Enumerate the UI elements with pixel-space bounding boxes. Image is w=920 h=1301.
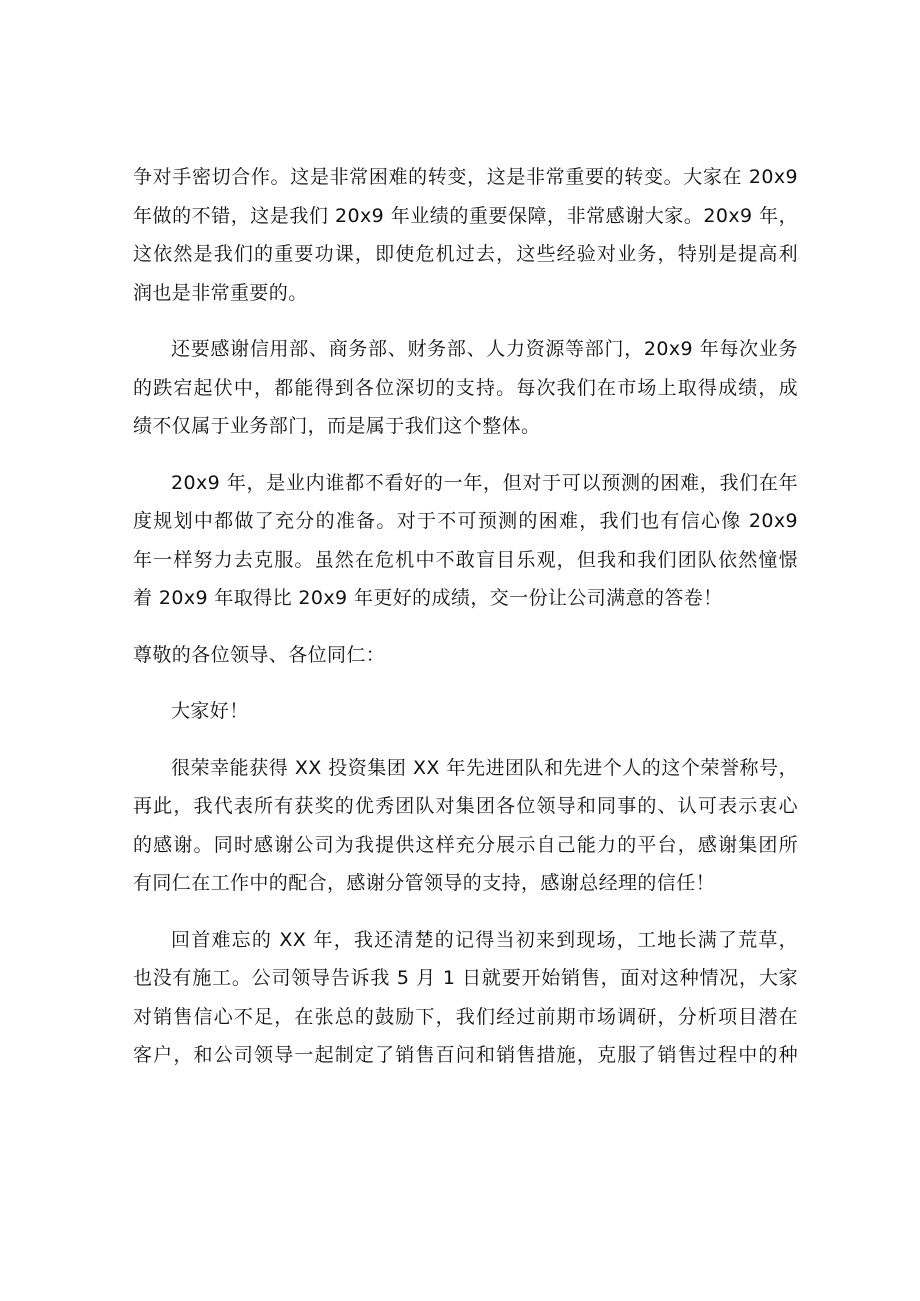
paragraph-line: 年做的不错，这是我们 20x9 年业绩的重要保障，非常感谢大家。20x9 年， xyxy=(133,204,798,227)
paragraph-line: 润也是非常重要的。 xyxy=(133,281,308,304)
paragraph-line: 很荣幸能获得 XX 投资集团 XX 年先进团队和先进个人的这个荣誉称号， xyxy=(171,756,798,779)
paragraph-gap xyxy=(133,312,798,330)
paragraph-gap xyxy=(133,731,798,749)
paragraph-gap xyxy=(133,446,798,464)
paragraph-line: 大家好！ xyxy=(171,700,249,722)
paragraph-line: 这依然是我们的重要功课，即使危机过去，这些经验对业务，特别是提高利 xyxy=(133,243,798,265)
paragraph-line: 20x9 年，是业内谁都不看好的一年，但对于可以预测的困难，我们在年 xyxy=(171,471,798,494)
paragraph-gap xyxy=(133,618,798,636)
paragraph-line: 回首难忘的 XX 年，我还清楚的记得当初来到现场，工地长满了荒草， xyxy=(171,928,798,951)
paragraph-2 xyxy=(133,330,798,446)
paragraph-line: 再此，我代表所有获奖的优秀团队对集团各位领导和同事的、认可表示衷心 xyxy=(133,795,798,817)
paragraph-line: 也没有施工。公司领导告诉我 5 月 1 日就要开始销售，面对这种情况，大家 xyxy=(133,967,798,989)
paragraph-7 xyxy=(133,921,798,1075)
paragraph-line: 度规划中都做了充分的准备。对于不可预测的困难，我们也有信心像 20x9 xyxy=(133,510,798,532)
paragraph-line: 尊敬的各位领导、各位同仁： xyxy=(133,643,386,666)
paragraph-1 xyxy=(133,158,798,312)
paragraph-line: 还要感谢信用部、商务部、财务部、人力资源等部门，20x9 年每次业务 xyxy=(171,338,798,360)
paragraph-line: 绩不仅属于业务部门，而是属于我们这个整体。 xyxy=(133,415,541,437)
salutation xyxy=(133,636,798,675)
paragraph-line: 客户，和公司领导一起制定了销售百问和销售措施，克服了销售过程中的种 xyxy=(133,1044,798,1066)
paragraph-line: 年一样努力去克服。虽然在危机中不敢盲目乐观，但我和我们团队依然憧憬 xyxy=(133,548,798,571)
paragraph-line: 着 20x9 年取得比 20x9 年更好的成绩，交一份让公司满意的答卷！ xyxy=(133,587,723,609)
greeting xyxy=(133,692,798,731)
paragraph-line: 的感谢。同时感谢公司为我提供这样充分展示自己能力的平台，感谢集团所 xyxy=(133,833,798,856)
paragraph-6 xyxy=(133,749,798,903)
paragraph-line: 的跌宕起伏中，都能得到各位深切的支持。每次我们在市场上取得成绩，成 xyxy=(133,376,798,399)
paragraph-line: 对销售信心不足，在张总的鼓励下，我们经过前期市场调研，分析项目潜在 xyxy=(133,1005,798,1028)
paragraph-gap xyxy=(133,903,798,921)
document-body xyxy=(133,158,798,1075)
paragraph-gap xyxy=(133,674,798,692)
paragraph-line: 争对手密切合作。这是非常困难的转变，这是非常重要的转变。大家在 20x9 xyxy=(133,166,798,188)
paragraph-line: 有同仁在工作中的配合，感谢分管领导的支持，感谢总经理的信任！ xyxy=(133,872,716,894)
paragraph-3 xyxy=(133,464,798,618)
